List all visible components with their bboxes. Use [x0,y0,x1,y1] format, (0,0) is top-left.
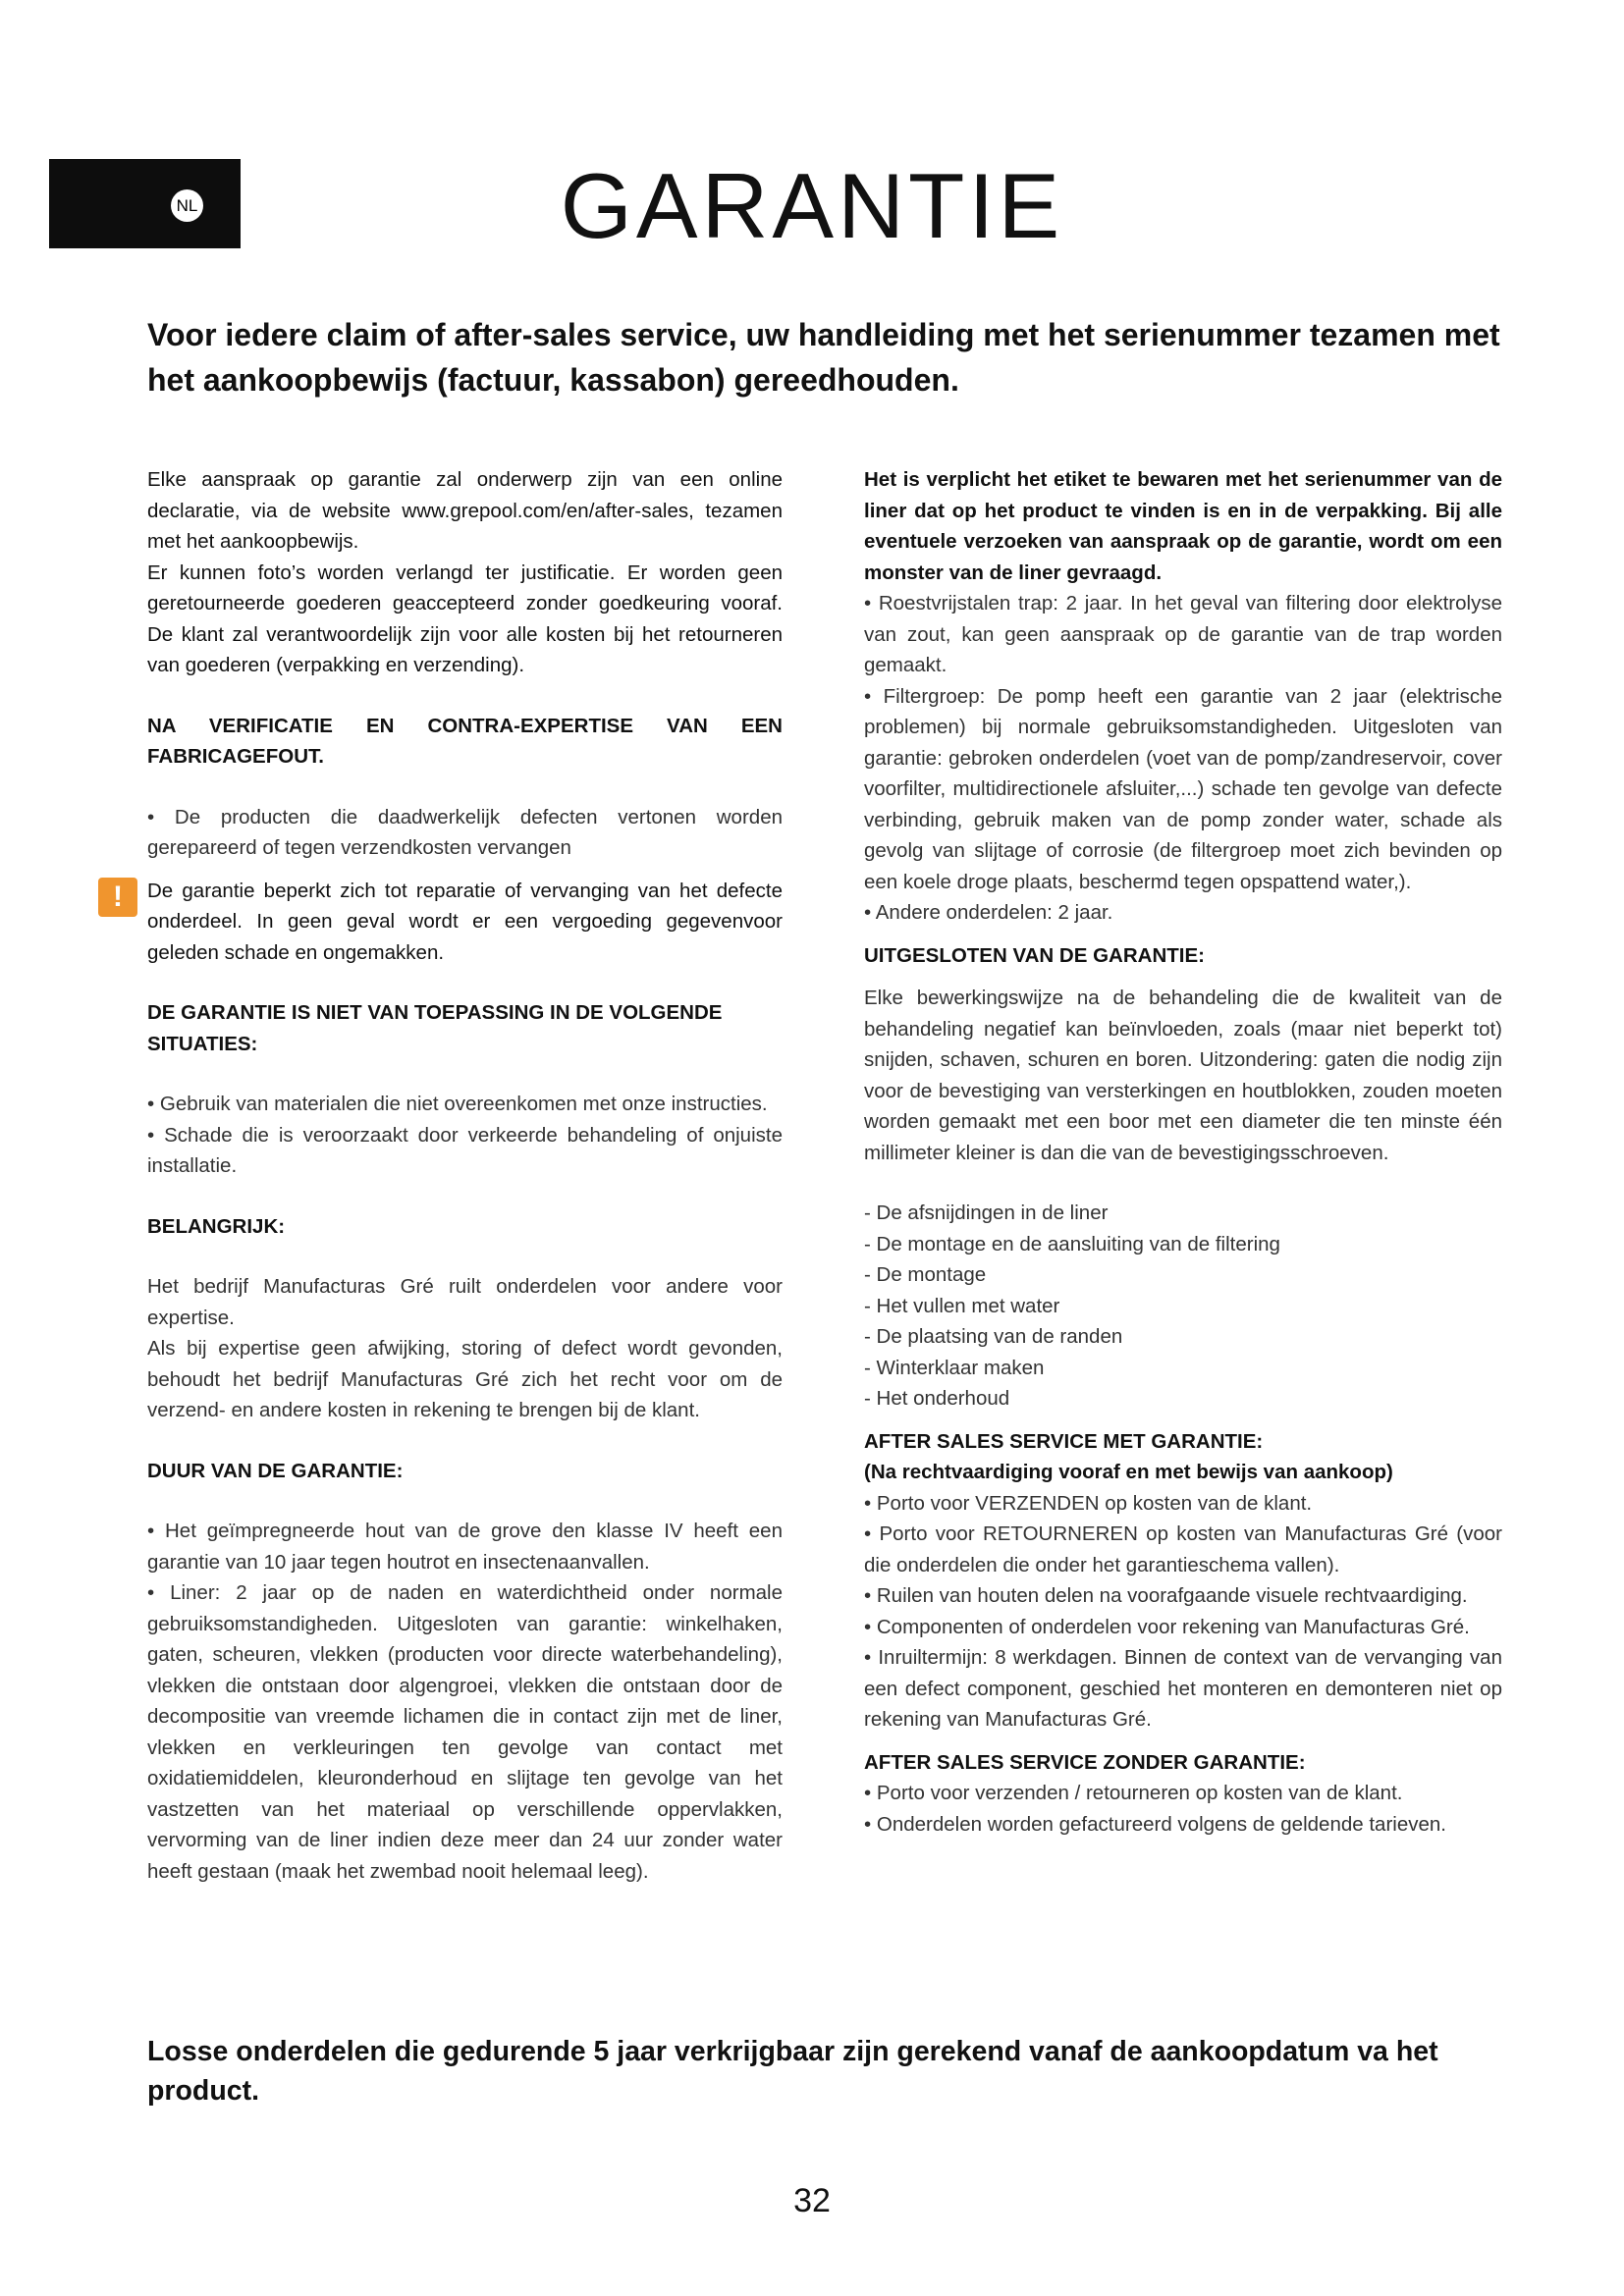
page-number: 32 [793,2182,831,2219]
heading-verification: NA VERIFICATIE EN CONTRA-EXPERTISE VAN EEN FABRICAGEFOUT. [147,714,783,768]
list-item: - Het vullen met water [864,1294,1060,1317]
intro-text: Voor iedere claim of after-sales service, uw handleiding met het serienummer tezamen met het aankoopbewijs (factuur, kassabon) gereedhouden. [147,317,1500,398]
excluded-paragraph: Elke bewerkingswijze na de behandeling die de kwaliteit van de behandeling negatief kan beïnvloeden, zoals (maar niet beperkt tot) snijden, schaven, schuren en boren. Uitzondering: gaten die nodig zijn voor de bevestiging van versterkingen en houtblokken, zouden moeten worden gemaakt met een boor met een diameter die ten minste één millimeter kleiner is dan die van de bevestigingsschroeven. [864,987,1502,1164]
claim-paragraph: Elke aanspraak op garantie zal onderwerp zijn van een online declaratie, via de website www.grepool.com/en/after-sales, tezamen met het aankoopbewijs. [147,468,783,553]
bullet-ladder: • Roestvrijstalen trap: 2 jaar. In het geval van filtering door elektrolyse van zout, kan geen aanspraak op de garantie van de trap worden gemaakt. [864,592,1502,676]
left-column [113,464,783,1887]
list-item: - De afsnijdingen in de liner [864,1201,1109,1224]
warning-block [113,876,783,969]
bullet-other: • Andere onderdelen: 2 jaar. [864,901,1113,924]
heading-after-sales-without: AFTER SALES SERVICE ZONDER GARANTIE: [864,1750,1306,1774]
subheading-after-sales-with: (Na rechtvaardiging vooraf en met bewijs van aankoop) [864,1461,1393,1483]
bullet-damage: • Schade die is veroorzaakt door verkeerde behandeling of onjuiste installatie. [147,1123,783,1177]
list-item: • Porto voor verzenden / retourneren op kosten van de klant. [864,1782,1403,1804]
right-column [864,464,1502,1840]
list-item: - De plaatsing van de randen [864,1325,1123,1348]
bullet-wood: • Het geïmpregneerde hout van de grove den klasse IV heeft een garantie van 10 jaar tegen houtrot en insectenaanvallen. [147,1520,783,1574]
bullet-defect: • De producten die daadwerkelijk defecten vertonen worden gerepareerd of tegen verzendkosten vervangen [147,805,783,859]
heading-not-applicable: DE GARANTIE IS NIET VAN TOEPASSING IN DE VOLGENDE SITUATIES: [147,1001,723,1055]
excluded-list [864,1198,1502,1415]
warning-text: De garantie beperkt zich tot reparatie of vervanging van het defecte onderdeel. In geen geval wordt er een vergoeding gegevenvoor geleden schade en ongemakken. [147,879,783,964]
footer-note: Losse onderdelen die gedurende 5 jaar verkrijgbaar zijn gerekend vanaf de aankoopdatum va het product. [147,2036,1438,2107]
list-item: - De montage [864,1263,987,1286]
important-paragraph-2: Als bij expertise geen afwijking, storing of defect wordt gevonden, behoudt het bedrijf Manufacturas Gré zich het recht voor om de verzend- en andere kosten in rekening te brengen bij de klant. [147,1337,783,1421]
heading-duration: DUUR VAN DE GARANTIE: [147,1459,404,1482]
list-item: • Ruilen van houten delen na voorafgaande visuele rechtvaardiging. [864,1584,1468,1607]
bullet-materials: • Gebruik van materialen die niet overeenkomen met onze instructies. [147,1093,768,1115]
label-notice: Het is verplicht het etiket te bewaren met het serienummer van de liner dat op het product te vinden is en in de verpakking. Bij alle eventuele verzoeken van aanspraak op de garantie, wordt om een monster van de liner gevraagd. [864,468,1502,584]
heading-important: BELANGRIJK: [147,1214,286,1238]
list-item: • Onderdelen worden gefactureerd volgens de geldende tarieven. [864,1812,1446,1836]
bullet-liner: • Liner: 2 jaar op de naden en waterdichtheid onder normale gebruiksomstandigheden. Uitgesloten van garantie: winkelhaken, gaten, scheuren, vlekken (producten voor directe waterbehandeling), vlekken die ontstaan door algengroei, vlekken die ontstaan door de decompositie van vreemde lichamen die in contact zijn met de liner, vlekken en verkleuringen ten gevolge van contact met oxidatiemiddelen, kleuronderhoud en slijtage ten gevolge van het vastzetten van het materiaal op verschillende oppervlakken, vervorming van de liner indien deze meer dan 24 uur zonder water heeft gestaan (maak het zwembad nooit helemaal leeg). [147,1581,783,1883]
list-item: • Componenten of onderdelen voor rekening van Manufacturas Gré. [864,1615,1470,1638]
photos-paragraph: Er kunnen foto’s worden verlangd ter justificatie. Er worden geen geretourneerde goederen geaccepteerd zonder goedkeuring vooraf. De klant zal verantwoordelijk zijn voor alle kosten bij het retourneren van goederen (verpakking en verzending). [147,561,783,676]
page-title: GARANTIE [560,154,1064,257]
heading-after-sales-with: AFTER SALES SERVICE MET GARANTIE: [864,1429,1264,1453]
language-badge: NL [171,189,203,222]
list-item: - De montage en de aansluiting van de filtering [864,1232,1280,1255]
bullet-filter: • Filtergroep: De pomp heeft een garantie van 2 jaar (elektrische problemen) bij normale gebruiksomstandigheden. Uitgesloten van garantie: gebroken onderdelen (voet van de pomp/zandreservoir, cover voorfilter, multidirectionele afsluiter,...) schade ten gevolge van defecte verbinding, gebruik maken van de pomp zonder water, schade als gevolg van slijtage of corrosie (de filtergroep moet zich bevinden op een koele droge plaats, beschermd tegen opspattend water,). [864,684,1502,893]
list-item: • Porto voor RETOURNEREN op kosten van Manufacturas Gré (voor die onderdelen die onder het garantieschema vallen). [864,1522,1502,1576]
important-paragraph-1: Het bedrijf Manufacturas Gré ruilt onderdelen voor andere voor expertise. [147,1275,783,1329]
list-item: • Inruiltermijn: 8 werkdagen. Binnen de context van de vervanging van een defect component, geschied het monteren en demonteren niet op rekening van Manufacturas Gré. [864,1646,1502,1731]
list-item: • Porto voor VERZENDEN op kosten van de klant. [864,1491,1313,1515]
heading-excluded: UITGESLOTEN VAN DE GARANTIE: [864,943,1205,967]
list-item: - Winterklaar maken [864,1356,1045,1379]
list-item: - Het onderhoud [864,1387,1010,1410]
warning-icon: ! [98,878,137,917]
